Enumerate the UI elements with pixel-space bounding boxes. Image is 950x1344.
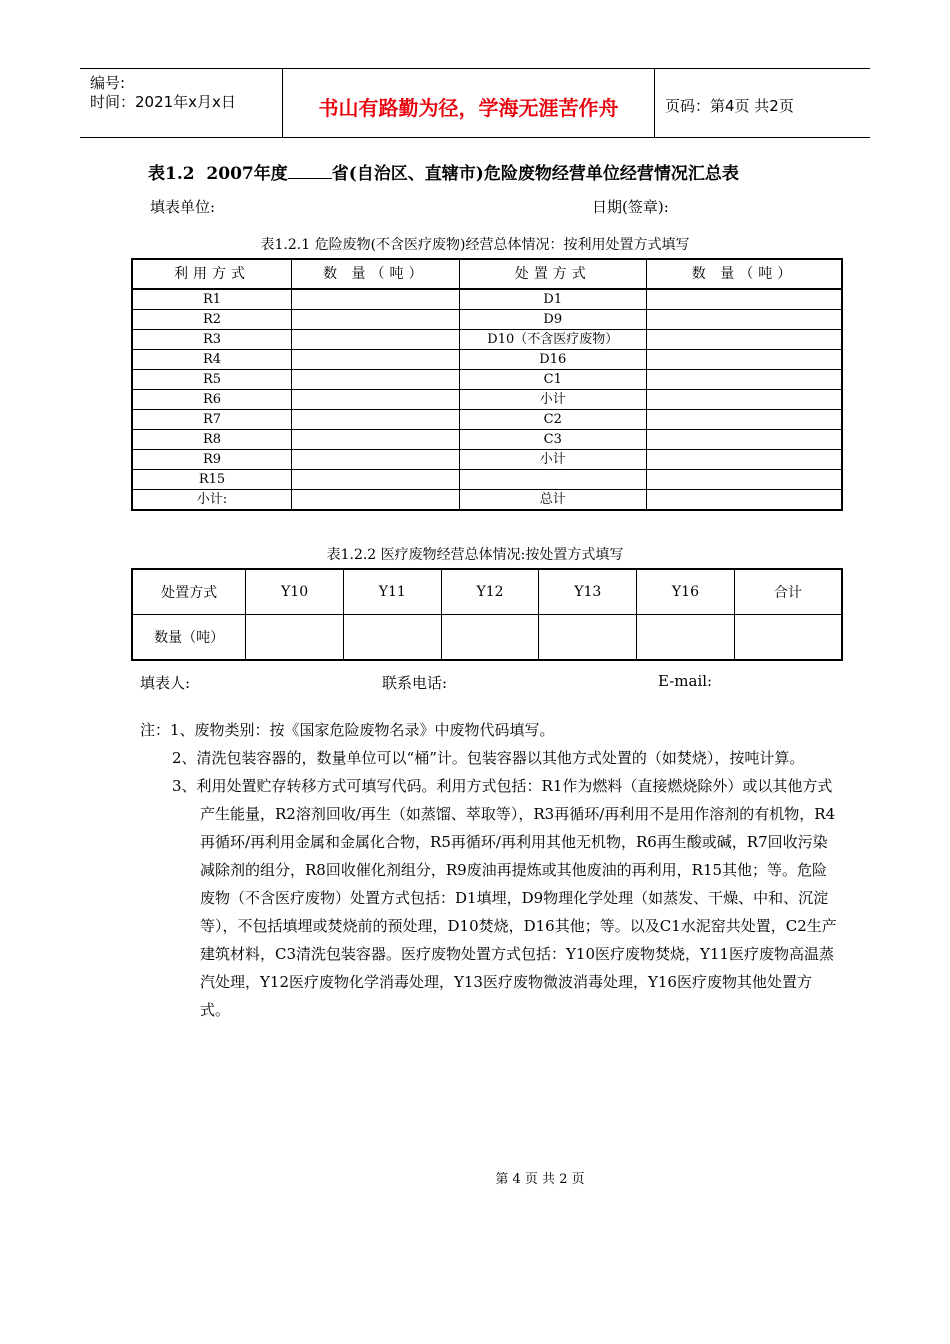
table1-row (132, 490, 842, 511)
table1-quantity-cell[interactable] (292, 370, 460, 390)
table1-quantity-cell[interactable] (646, 330, 842, 350)
table1-header-cell: 利用方式 (132, 259, 292, 289)
table1-row (132, 350, 842, 370)
filler-label: 填表人: (140, 674, 191, 692)
table1-method-cell: R8 (132, 430, 292, 450)
page-title (148, 159, 739, 184)
table1-quantity-cell[interactable] (646, 450, 842, 470)
table1-quantity-cell[interactable] (292, 310, 460, 330)
table2-row-label: 数量（吨） (132, 615, 246, 661)
table1-header-cell: 处置方式 (459, 259, 646, 289)
table1-method-cell: D10（不含医疗废物） (459, 330, 646, 350)
table1-method-cell: R9 (132, 450, 292, 470)
note-2: 2、清洗包装容器的，数量单位可以“桶”计。包装容器以其他方式处置的（如焚烧），按吨计算。 (172, 749, 805, 767)
fill-unit-label: 填表单位: (150, 198, 216, 216)
table1-row (132, 289, 842, 310)
table1-method-cell: C1 (459, 370, 646, 390)
table1-quantity-cell[interactable] (292, 450, 460, 470)
table2-cell[interactable] (246, 615, 344, 661)
email-label: E-mail: (658, 672, 713, 690)
table1-method-cell: R7 (132, 410, 292, 430)
table1-quantity-cell[interactable] (646, 370, 842, 390)
table1-method-cell: R3 (132, 330, 292, 350)
table2-header-cell: Y11 (343, 569, 441, 615)
header-left-cell (80, 69, 283, 137)
table1-row (132, 310, 842, 330)
table1-method-cell: R2 (132, 310, 292, 330)
table1-method-cell: C2 (459, 410, 646, 430)
table1-quantity-cell[interactable] (646, 470, 842, 490)
doc-date-label: 时间：2021年x月x日 (90, 93, 236, 111)
table1-method-cell: R6 (132, 390, 292, 410)
header-motto: 书山有路勤为径，学海无涯苦作舟 (318, 96, 619, 120)
table2-header-cell: 合计 (734, 569, 842, 615)
doc-number-label: 编号: (90, 74, 126, 92)
table1-quantity-cell[interactable] (646, 390, 842, 410)
table1-quantity-cell[interactable] (292, 390, 460, 410)
table1-method-cell: D1 (459, 289, 646, 310)
table1-row (132, 450, 842, 470)
table2-header-cell: Y16 (637, 569, 735, 615)
table2-cell[interactable] (441, 615, 539, 661)
table2-header-row (132, 569, 842, 615)
table1-quantity-cell[interactable] (292, 430, 460, 450)
date-sign-label: 日期(签章): (592, 198, 669, 216)
title-prefix: 表1.2 2007年度 (148, 164, 288, 184)
table1-header-cell: 数 量（吨） (292, 259, 460, 289)
table1-quantity-cell[interactable] (292, 410, 460, 430)
table1-method-cell: R1 (132, 289, 292, 310)
medical-waste-table (131, 568, 843, 661)
header-page-label: 页码：第4页 共2页 (665, 97, 794, 115)
table2-header-cell: Y10 (246, 569, 344, 615)
table1-row (132, 410, 842, 430)
table1-method-cell: D9 (459, 310, 646, 330)
table2-header-cell: Y13 (539, 569, 637, 615)
table1-method-cell: R5 (132, 370, 292, 390)
table1-method-cell: C3 (459, 430, 646, 450)
table1-caption: 表1.2.1 危险废物(不含医疗废物)经营总体情况：按利用处置方式填写 (260, 237, 690, 253)
table1-row (132, 370, 842, 390)
table1-method-cell: R15 (132, 470, 292, 490)
table1-header-row (132, 259, 842, 289)
table1-row (132, 430, 842, 450)
page-header (80, 68, 870, 138)
notes-section (140, 716, 840, 1024)
table1-method-cell (459, 470, 646, 490)
table2-cell[interactable] (343, 615, 441, 661)
table2-quantity-row (132, 615, 842, 661)
table1-quantity-cell[interactable] (646, 430, 842, 450)
table1-method-cell: R4 (132, 350, 292, 370)
table1-method-cell: D16 (459, 350, 646, 370)
waste-operation-table (131, 258, 843, 511)
table2-caption: 表1.2.2 医疗废物经营总体情况:按处置方式填写 (326, 547, 624, 563)
table1-quantity-cell[interactable] (646, 350, 842, 370)
table1-method-cell: 总计 (459, 490, 646, 511)
table1-quantity-cell[interactable] (292, 490, 460, 511)
table1-quantity-cell[interactable] (292, 470, 460, 490)
table1-header-cell: 数 量（吨） (646, 259, 842, 289)
table1-quantity-cell[interactable] (646, 410, 842, 430)
table1-quantity-cell[interactable] (646, 490, 842, 511)
table1-quantity-cell[interactable] (646, 289, 842, 310)
table1-row (132, 330, 842, 350)
table1-row (132, 470, 842, 490)
title-suffix: 省(自治区、直辖市)危险废物经营单位经营情况汇总表 (331, 164, 739, 184)
province-blank (288, 164, 332, 179)
table1-quantity-cell[interactable] (646, 310, 842, 330)
table1-method-cell: 小计 (459, 390, 646, 410)
note-1: 注：1、废物类别：按《国家危险废物名录》中废物代码填写。 (140, 721, 555, 739)
header-center-cell (283, 69, 655, 137)
table2-cell[interactable] (637, 615, 735, 661)
table1-row (132, 390, 842, 410)
table1-method-cell: 小计 (459, 450, 646, 470)
table1-method-cell: 小计: (132, 490, 292, 511)
table2-cell[interactable] (539, 615, 637, 661)
note-3: 3、利用处置贮存转移方式可填写代码。利用方式包括：R1作为燃料（直接燃烧除外）或以其他方式产生能量，R2溶剂回收/再生（如蒸馏、萃取等），R3再循环/再利用不是用作溶剂的有机物，R4再循环/再利用金属和金属化合物，R5再循环/再利用其他无机物，R6再生酸或碱，R7回收污染减除剂的组分，R8回收催化剂组分，R9废油再提炼或其他废油的再利用，R15其他；等。危险废物（不含医疗废物）处置方式包括：D1填埋，D9物理化学处理（如蒸发、干燥、中和、沉淀等），不包括填埋或焚烧前的预处理，D10焚烧，D16其他；等。以及C1水泥窑共处置，C2生产建筑材料，C3清洗包装容器。医疗废物处置方式包括：Y10医疗废物焚烧，Y11医疗废物高温蒸汽处理，Y12医疗废物化学消毒处理，Y13医疗废物微波消毒处理，Y16医疗废物其他处置方式。 (172, 777, 837, 1019)
table1-quantity-cell[interactable] (292, 350, 460, 370)
header-right-cell (655, 69, 870, 137)
table2-cell[interactable] (734, 615, 842, 661)
table1-quantity-cell[interactable] (292, 289, 460, 310)
table1-quantity-cell[interactable] (292, 330, 460, 350)
table2-header-cell: Y12 (441, 569, 539, 615)
phone-label: 联系电话: (382, 674, 448, 692)
table2-header-cell: 处置方式 (132, 569, 246, 615)
page-footer: 第 4 页 共 2 页 (495, 1172, 585, 1187)
